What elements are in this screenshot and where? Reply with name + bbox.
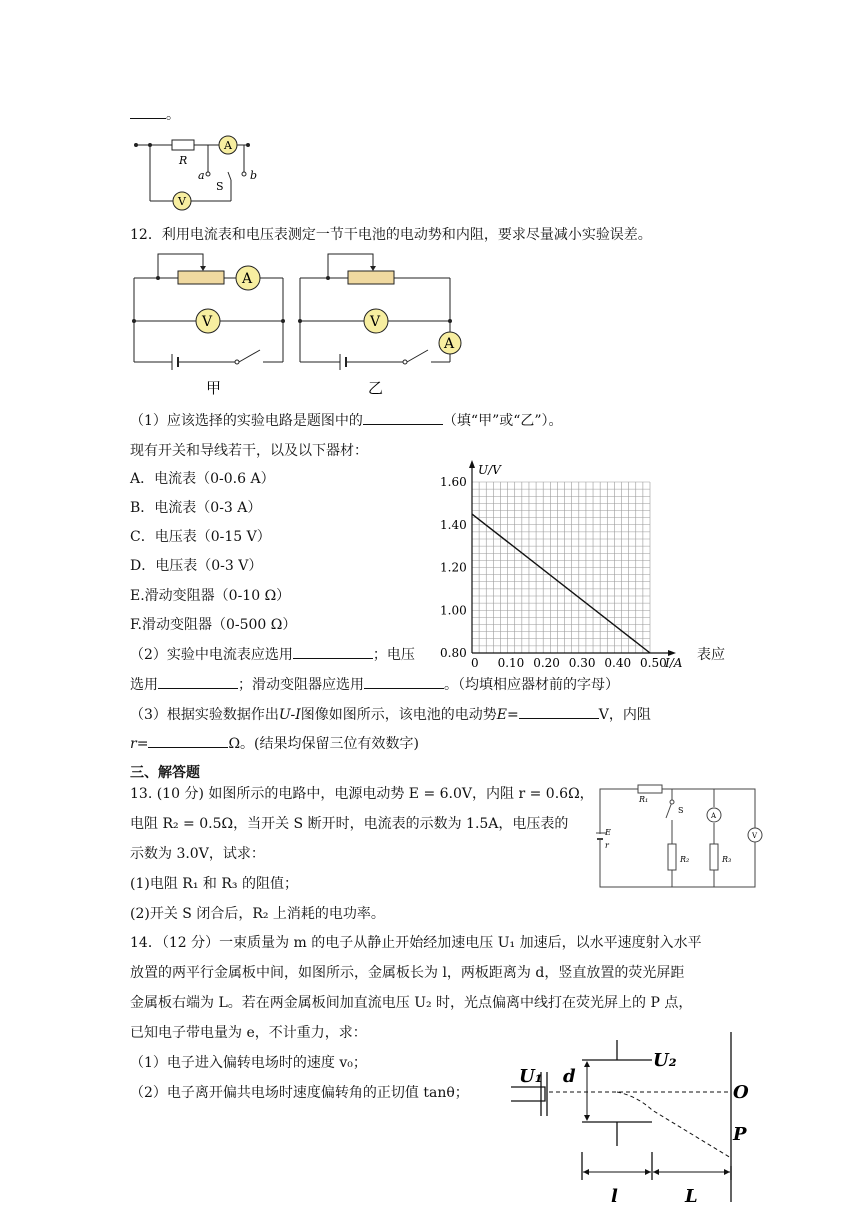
q13-line: 示数为 3.0V，试求： xyxy=(130,846,265,862)
fig13-label: R₂ xyxy=(680,855,690,864)
fig11-label: V xyxy=(178,195,186,208)
q12-part3-text: （3）根据实验数据作出 xyxy=(130,707,279,723)
q12-part3-text-d: V，内阻 xyxy=(598,707,651,723)
q13-circuit-figure xyxy=(596,780,766,892)
circuit-label-yi: 乙 xyxy=(368,379,384,397)
option-item: D．电压表（0-3 V） xyxy=(130,558,263,574)
answer-blank xyxy=(363,410,443,425)
q14-line: 金属板右端为 L。若在两金属板间加直流电压 U₂ 时，光点偏离中线打在荧光屏上的 P 点， xyxy=(130,995,693,1011)
option-item: E.滑动变阻器（0-10 Ω） xyxy=(130,588,291,604)
fig11-label: R xyxy=(179,154,188,167)
y-axis-label: U/V xyxy=(478,463,501,477)
x-tick-label: 0.20 xyxy=(533,656,560,670)
fig13-label: S xyxy=(678,806,684,815)
equals-sign: = xyxy=(136,736,149,752)
q12-part2-line1 xyxy=(130,644,415,664)
answer-blank xyxy=(519,704,599,719)
ammeter-label: A xyxy=(444,336,455,352)
answer-blank xyxy=(158,674,238,689)
q13-line: 13. (10 分) 如图所示的电路中，电源电动势 E = 6.0V，内阻 r = 0.6Ω， xyxy=(130,786,594,802)
q12-part2-text: （2）实验中电流表应选用 xyxy=(130,647,293,663)
q14-deflection-figure xyxy=(505,1030,755,1216)
q12-part2-text-b: ；电压 xyxy=(372,647,415,663)
q12-part2-line2 xyxy=(130,674,619,694)
x-tick-label: 0.50 xyxy=(640,656,667,670)
q14-line: 放置的两平行金属板中间，如图所示，金属板长为 l，两板距离为 d，竖直放置的荧光屏距 xyxy=(130,965,685,981)
fig13-label: r xyxy=(605,841,609,850)
y-axis-arrow xyxy=(469,460,475,468)
q12-part3-line1 xyxy=(130,704,651,724)
answer-blank xyxy=(364,674,444,689)
answer-blank xyxy=(293,644,373,659)
u-i-symbol: U-I xyxy=(278,707,301,723)
y-tick-label: 0.80 xyxy=(440,646,467,660)
fig11-label: b xyxy=(250,169,258,182)
q13-line: (1)电阻 R₁ 和 R₃ 的阻值； xyxy=(130,876,298,892)
q12-part2-tail: 表应 xyxy=(697,647,725,663)
answer-blank xyxy=(130,104,166,119)
fig13-label: R₃ xyxy=(722,855,732,864)
voltmeter-label: V xyxy=(370,314,381,330)
q12-part3-line2 xyxy=(130,733,419,753)
x-tick-label: 0.40 xyxy=(604,656,632,670)
q14-line: （2）电子离开偏共电场时速度偏转角的正切值 tanθ； xyxy=(130,1085,469,1101)
q12-part2-text-d: 选用 xyxy=(130,677,158,693)
q12-part1-text: （1）应该选择的实验电路是题图中的 xyxy=(130,413,363,429)
q12-part1 xyxy=(130,410,563,430)
q11-circuit-figure xyxy=(130,134,280,214)
fig13-label: R₁ xyxy=(639,795,649,804)
fig11-label: a xyxy=(198,169,205,182)
equipment-intro: 现有开关和导线若干，以及以下器材： xyxy=(130,443,368,459)
x-axis-label: I/A xyxy=(665,656,683,670)
fig13-label: V xyxy=(752,832,758,840)
fig14-label: U₂ xyxy=(653,1050,677,1071)
x-tick-label: 0 xyxy=(471,656,479,670)
q12-part2-text-e: ；滑动变阻器应选用 xyxy=(238,677,364,693)
y-tick-label: 1.20 xyxy=(440,560,467,575)
y-tick-label: 1.40 xyxy=(440,517,467,532)
series-line xyxy=(472,514,650,653)
fragment-text: 。 xyxy=(166,107,180,123)
fig11-label: S xyxy=(216,180,224,193)
x-tick-label: 0.10 xyxy=(497,656,525,670)
fig14-label: P xyxy=(733,1124,747,1145)
emf-symbol: E xyxy=(496,707,507,723)
q12-circuit-figure xyxy=(128,250,468,400)
equals-sign: = xyxy=(506,707,519,723)
q13-line: 电阻 R₂ = 0.5Ω，当开关 S 断开时，电流表的示数为 1.5A，电压表的 xyxy=(130,816,569,832)
fig14-label: U₁ xyxy=(519,1066,543,1087)
fig13-label: E xyxy=(605,828,611,837)
option-item: F.滑动变阻器（0-500 Ω） xyxy=(130,617,297,633)
q12-part3-text-b: 图像如图所示，该电池的电动势 xyxy=(300,707,497,723)
q12-stem: 12．利用电流表和电压表测定一节干电池的电动势和内阻，要求尽量减小实验误差。 xyxy=(130,227,652,243)
fig13-label: A xyxy=(711,812,717,820)
option-item: C．电压表（0-15 V） xyxy=(130,529,271,545)
circuit-label-jia: 甲 xyxy=(206,379,222,397)
q14-line: 已知电子带电量为 e，不计重力，求： xyxy=(130,1025,367,1041)
section-heading: 三、解答题 xyxy=(130,765,200,781)
answer-blank xyxy=(148,733,228,748)
fig11-label: A xyxy=(224,139,232,152)
q12-part1-text-b: （填“甲”或“乙”）。 xyxy=(442,413,563,429)
q13-line: (2)开关 S 闭合后，R₂ 上消耗的电功率。 xyxy=(130,906,385,922)
answer-fragment xyxy=(130,104,180,124)
resistance-symbol: r xyxy=(130,736,137,752)
y-tick-label: 1.60 xyxy=(440,475,467,489)
q12-part2-text-f: 。（均填相应器材前的字母） xyxy=(444,677,619,693)
option-item: B．电流表（0-3 A） xyxy=(130,500,262,516)
q12-part3-text-f: Ω。(结果均保留三位有效数字) xyxy=(228,736,419,752)
y-tick-label: 1.00 xyxy=(440,603,467,618)
fig14-label: L xyxy=(685,1186,698,1207)
fig14-label: d xyxy=(563,1066,576,1087)
voltmeter-label: V xyxy=(202,314,213,330)
x-tick-label: 0.30 xyxy=(568,656,596,670)
u-i-chart xyxy=(438,460,698,672)
ammeter-label: A xyxy=(242,271,253,287)
fig14-label: l xyxy=(611,1186,618,1207)
q14-line: 14．（12 分）一束质量为 m 的电子从静止开始经加速电压 U₁ 加速后，以水平速度射入水平 xyxy=(130,935,702,951)
fig14-label: O xyxy=(733,1082,749,1103)
q14-line: （1）电子进入偏转电场时的速度 v₀； xyxy=(130,1055,367,1071)
option-item: A．电流表（0-0.6 A） xyxy=(130,471,275,487)
